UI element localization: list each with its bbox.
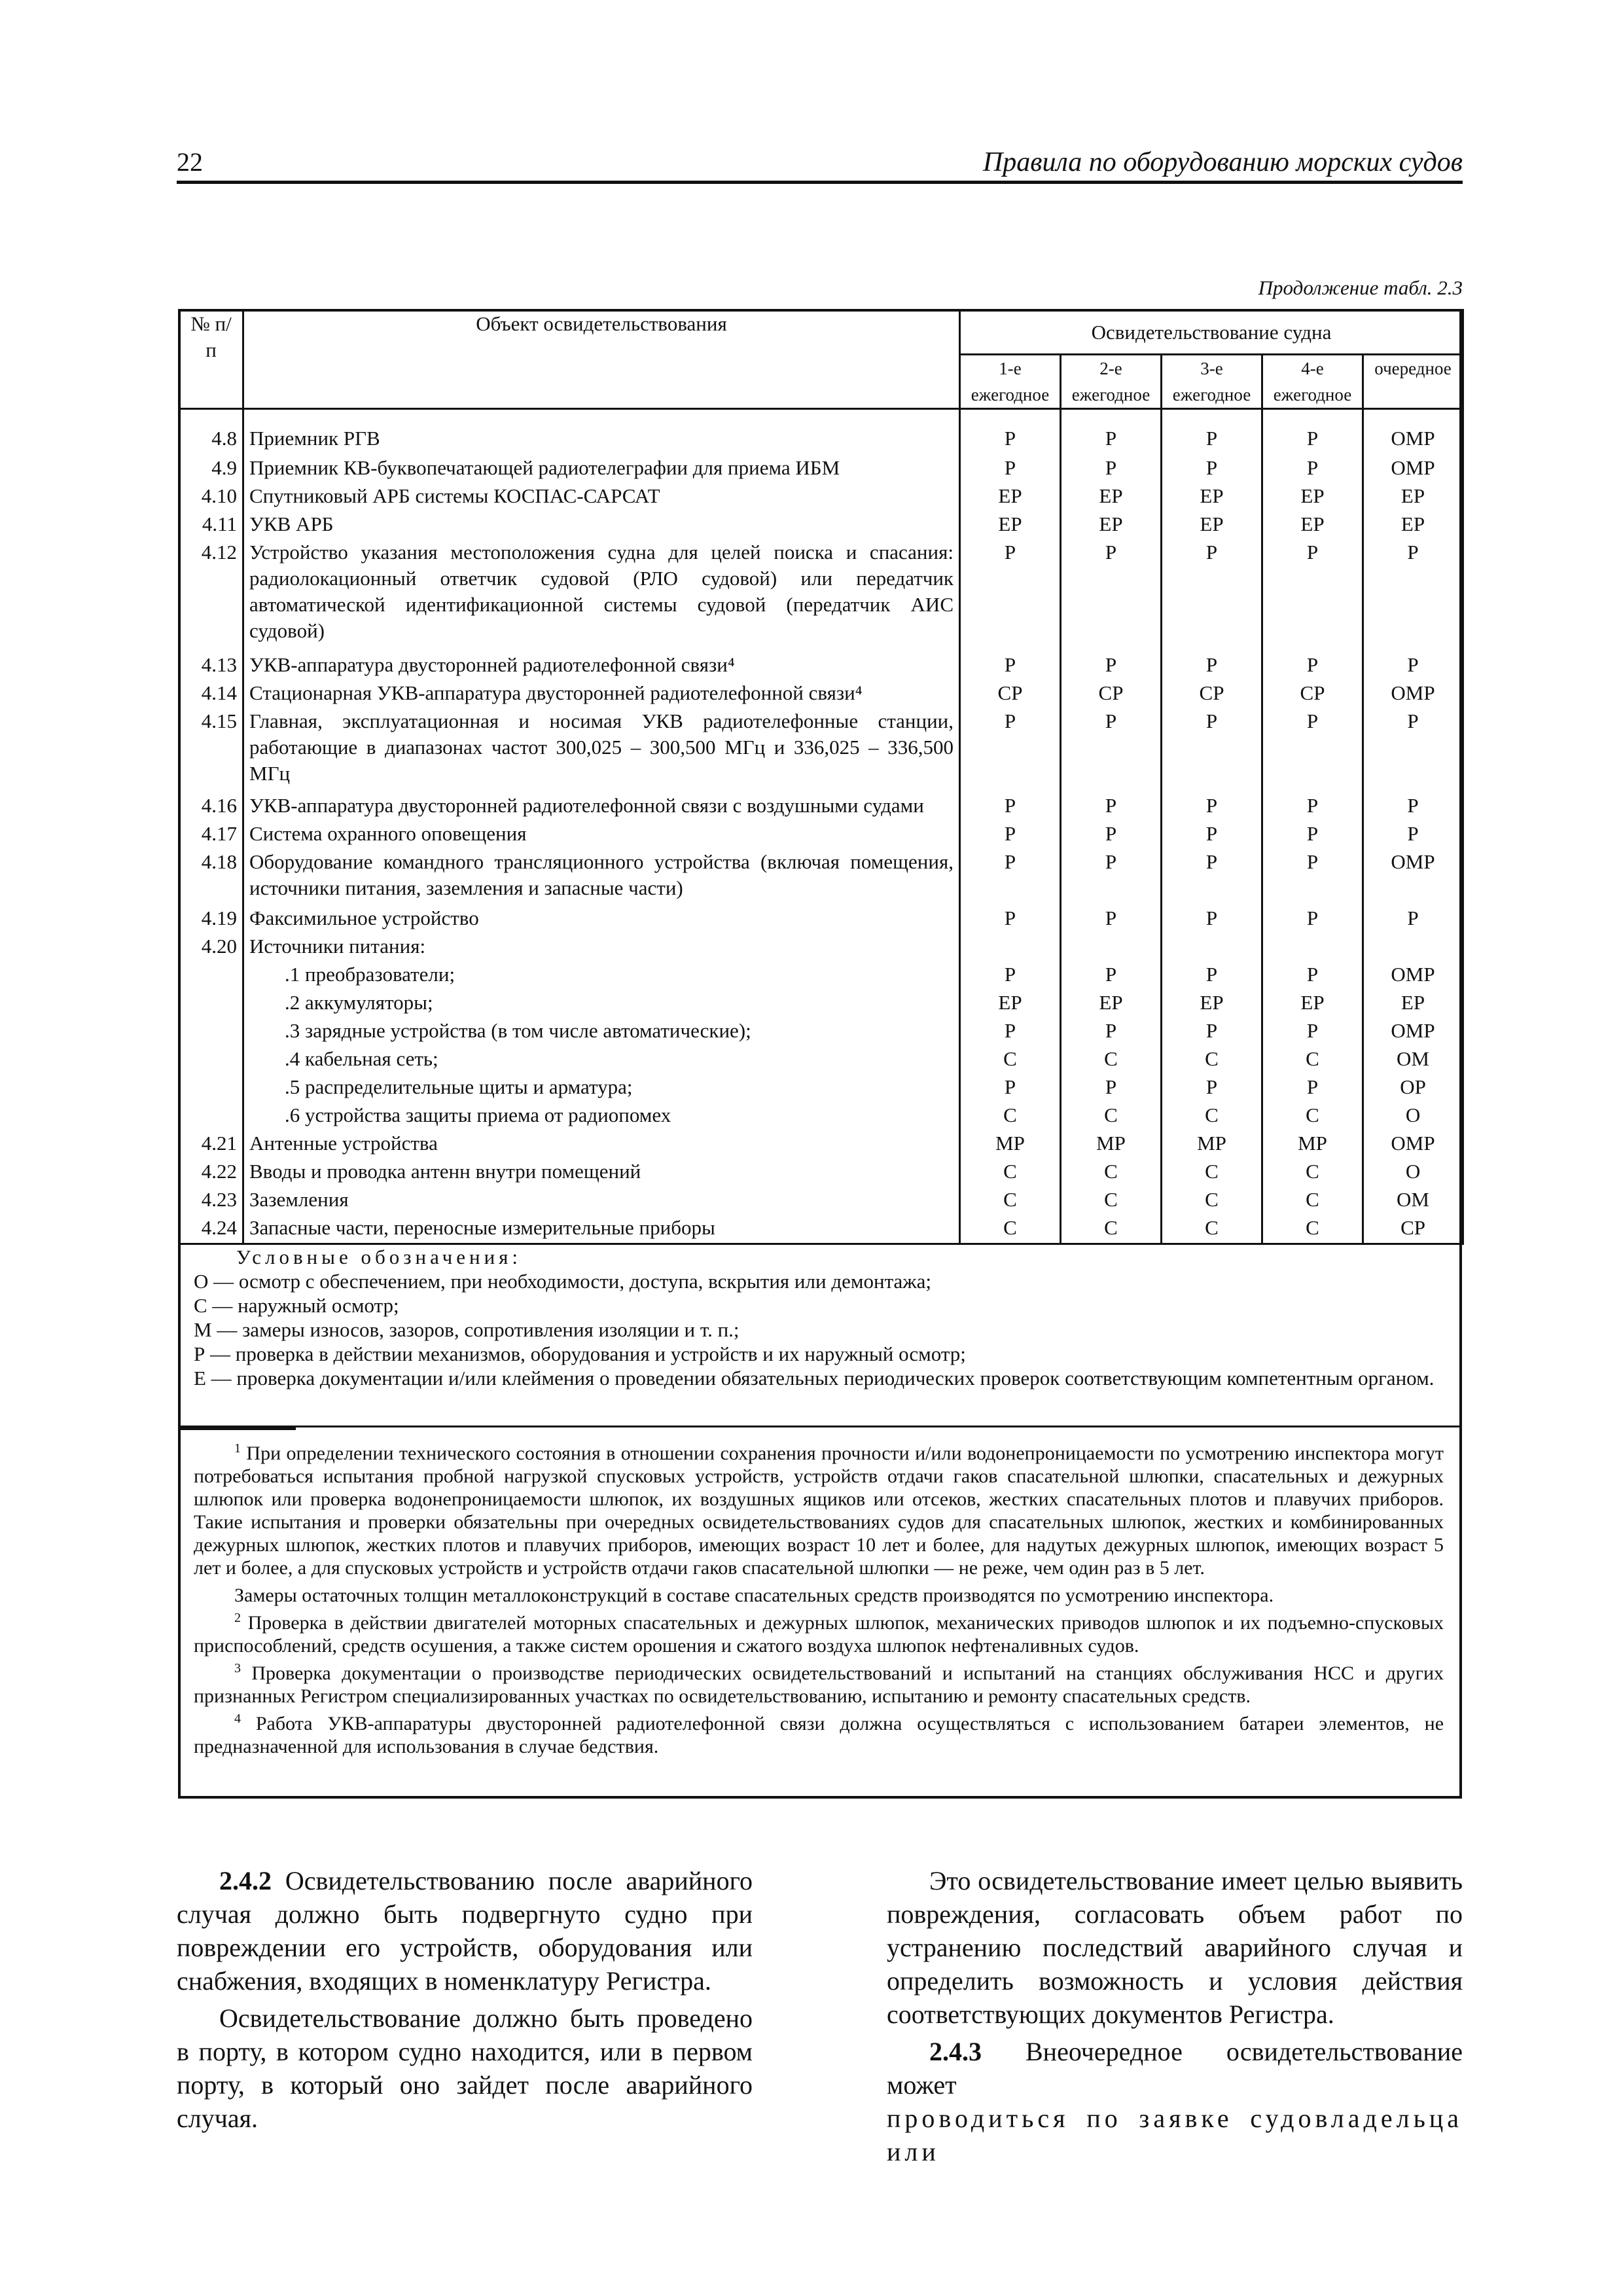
row-number: [179, 990, 243, 1018]
col-survey-header: Освидетельствование судна: [960, 310, 1463, 355]
row-value: ОМР: [1363, 849, 1463, 905]
row-value: Р: [960, 849, 1061, 905]
row-value: Р: [1162, 708, 1262, 793]
row-value: ОМР: [1363, 455, 1463, 483]
row-value: Р: [1262, 652, 1363, 680]
table-row: [179, 1046, 1463, 1074]
row-value: Р: [1262, 539, 1363, 652]
table-row: [179, 708, 1463, 793]
row-value: ЕР: [1162, 511, 1262, 539]
table-row: [179, 680, 1463, 708]
row-object: Оборудование командного трансляционного устройства (включая помещения, источники питания, заземления и запасные части): [243, 849, 960, 905]
row-object: Антенные устройства: [243, 1130, 960, 1158]
row-number: [179, 1046, 243, 1074]
col-object-header: Объект освидетельствования: [243, 310, 960, 409]
row-number: 4.10: [179, 483, 243, 511]
row-value: С: [960, 1158, 1061, 1187]
table-row: [179, 483, 1463, 511]
row-number: 4.11: [179, 511, 243, 539]
row-number: [179, 1102, 243, 1130]
row-value: ОР: [1363, 1074, 1463, 1102]
row-value: Р: [1061, 849, 1162, 905]
row-value: Р: [1162, 652, 1262, 680]
row-value: С: [1061, 1215, 1162, 1243]
table-row: [179, 455, 1463, 483]
row-value: ОМ: [1363, 1187, 1463, 1215]
row-value: Р: [960, 539, 1061, 652]
row-value: Р: [1061, 708, 1162, 793]
row-value: МР: [960, 1130, 1061, 1158]
row-number: [179, 961, 243, 990]
clause-number: 2.4.3: [929, 2037, 982, 2066]
row-number: 4.12: [179, 539, 243, 652]
row-value: Р: [960, 1018, 1061, 1046]
row-value: ОМР: [1363, 409, 1463, 455]
clause-number: 2.4.2: [219, 1866, 272, 1895]
row-object: .6 устройства защиты приема от радиопомех: [243, 1102, 960, 1130]
row-value: Р: [960, 455, 1061, 483]
row-value: С: [1162, 1158, 1262, 1187]
row-value: С: [960, 1102, 1061, 1130]
row-value: ЕР: [1061, 990, 1162, 1018]
row-value: Р: [1061, 821, 1162, 849]
row-value: Р: [1363, 708, 1463, 793]
row-object: Вводы и проводка антенн внутри помещений: [243, 1158, 960, 1187]
row-value: Р: [1363, 539, 1463, 652]
row-object: Главная, эксплуатационная и носимая УКВ радиотелефонные станции, работающие в диапазонах частот 300,025 – 300,500 МГц и 336,025 – 336,500 МГц: [243, 708, 960, 793]
row-value: Р: [1162, 1018, 1262, 1046]
table-row: [179, 933, 1463, 961]
row-value: С: [960, 1046, 1061, 1074]
row-object: .2 аккумуляторы;: [243, 990, 960, 1018]
row-value: Р: [960, 793, 1061, 821]
row-value: Р: [1162, 409, 1262, 455]
row-number: 4.8: [179, 409, 243, 455]
row-value: ЕР: [1262, 511, 1363, 539]
body-paragraph: [887, 2035, 1463, 2102]
row-value: ЕР: [1363, 483, 1463, 511]
row-value: ЕР: [960, 483, 1061, 511]
row-value: Р: [1061, 793, 1162, 821]
row-value: Р: [1262, 1018, 1363, 1046]
row-number: [179, 1018, 243, 1046]
row-object: Запасные части, переносные измерительные приборы: [243, 1215, 960, 1243]
row-value: Р: [1262, 409, 1363, 455]
footnote: [194, 1708, 1444, 1758]
table-row: [179, 1187, 1463, 1215]
paragraph-text: Освидетельствованию после аварийного случая должно быть подвергнуто судно при повреждении его устройств, оборудования или снабжения, входящих в номенклатуру Регистра.: [177, 1866, 753, 1996]
footnote-text: При определении технического состояния в отношении сохранения прочности и/или водонепроницаемости по усмотрению инспектора могут потребоваться испытания пробной нагрузкой спусковых устройств, устройств отдачи гаков спасательной шлюпки, спасательных и дежурных шлюпок или проверка водонепроницаемости шлюпок, их воздушных ящиков или отсеков, жестких спасательных плотов и плавучих приборов. Такие испытания и проверки обязательны при очередных освидетельствованиях судов для спасательных шлюпок, жестких и комбинированных дежурных шлюпок, жестких плотов и плавучих приборов, имеющих возраст 10 лет и более, для надутых дежурных шлюпок, имеющих возраст 5 лет и более, а для спусковых устройств и устройств отдачи гаков спасательной шлюпки — не реже, чем один раз в 5 лет.: [194, 1443, 1444, 1579]
row-object: Устройство указания местоположения судна для целей поиска и спасания: радиолокационный ответчик судовой (РЛО судовой) или передатчик автоматической идентификационной системы судовой (передатчик АИС судовой): [243, 539, 960, 652]
row-value: СР: [1162, 680, 1262, 708]
row-value: С: [1262, 1046, 1363, 1074]
row-object: Источники питания:: [243, 933, 960, 961]
row-value: Р: [960, 1074, 1061, 1102]
footnote-mark: 2: [234, 1611, 241, 1625]
row-value: С: [1162, 1187, 1262, 1215]
row-value: Р: [1262, 455, 1363, 483]
row-value: Р: [1061, 652, 1162, 680]
row-object: УКВ-аппаратура двусторонней радиотелефонной связи с воздушными судами: [243, 793, 960, 821]
page-header: [177, 144, 1463, 184]
footnote-mark: 1: [234, 1441, 241, 1456]
legend-item: О — осмотр с обеспечением, при необходимости, доступа, вскрытия или демонтажа;: [194, 1270, 932, 1293]
row-object: Приемник КВ-буквопечатающей радиотелеграфии для приема ИБМ: [243, 455, 960, 483]
footnote-text: Проверка документации о производстве периодических освидетельствований и испытаний на станциях обслуживания НСС и других признанных Регистром специализированных участках по освидетельствованию, испытанию и ремонту спасательных средств.: [194, 1662, 1444, 1707]
footnote: [194, 1579, 1444, 1607]
footnote-mark: 4: [234, 1712, 241, 1726]
row-object: Факсимильное устройство: [243, 905, 960, 933]
table-row: [179, 1102, 1463, 1130]
row-value: С: [1162, 1102, 1262, 1130]
row-value: Р: [1162, 905, 1262, 933]
table-row: [179, 652, 1463, 680]
row-value: СР: [1262, 680, 1363, 708]
row-value: СР: [960, 680, 1061, 708]
row-value: Р: [1162, 1074, 1262, 1102]
row-value: Р: [1162, 821, 1262, 849]
row-value: С: [1162, 1046, 1262, 1074]
row-value: МР: [1061, 1130, 1162, 1158]
row-value: Р: [1363, 821, 1463, 849]
row-value: С: [1061, 1187, 1162, 1215]
row-object: УКВ АРБ: [243, 511, 960, 539]
row-number: [179, 1074, 243, 1102]
row-value: ЕР: [1061, 511, 1162, 539]
table-row: [179, 511, 1463, 539]
row-value: Р: [1061, 1074, 1162, 1102]
row-value: [1262, 933, 1363, 961]
footnote-text: Проверка в действии двигателей моторных спасательных и дежурных шлюпок, механических приводов шлюпок и их подъемно-спусковых приспособлений, средств осушения, а также систем орошения и сжатого воздуха шлюпок нефтеналивных судов.: [194, 1612, 1444, 1657]
row-value: О: [1363, 1102, 1463, 1130]
row-value: Р: [1262, 961, 1363, 990]
running-title: Правила по оборудованию морских судов: [982, 147, 1463, 177]
row-value: Р: [1363, 652, 1463, 680]
paragraph-text: Освидетельствование должно быть проведено в порту, в котором судно находится, или в первом порту, в который оно зайдет после аварийного случая.: [177, 2003, 753, 2133]
row-value: Р: [1162, 793, 1262, 821]
row-value: ЕР: [1061, 483, 1162, 511]
row-value: Р: [1162, 849, 1262, 905]
row-value: С: [1262, 1215, 1363, 1243]
row-value: Р: [1262, 708, 1363, 793]
row-value: Р: [1061, 455, 1162, 483]
table-row: [179, 1158, 1463, 1187]
survey-table: [178, 309, 1464, 1245]
body-paragraph: [887, 1864, 1463, 2031]
row-value: Р: [1061, 539, 1162, 652]
body-column-left: [177, 1864, 753, 2139]
legend-item: Р — проверка в действии механизмов, оборудования и устройств и их наружный осмотр;: [194, 1342, 966, 1365]
table-row: [179, 990, 1463, 1018]
row-number: 4.16: [179, 793, 243, 821]
row-number: 4.14: [179, 680, 243, 708]
sub-col-header: 3-е ежегодное: [1162, 355, 1262, 409]
table-row: [179, 1074, 1463, 1102]
row-object: УКВ-аппаратура двусторонней радиотелефонной связи⁴: [243, 652, 960, 680]
row-value: ЕР: [1363, 511, 1463, 539]
table-row: [179, 849, 1463, 905]
row-value: Р: [1262, 821, 1363, 849]
table-row: [179, 961, 1463, 990]
footnote-text: Замеры остаточных толщин металлоконструкций в составе спасательных средств производятся по усмотрению инспектора.: [234, 1585, 1274, 1606]
footnotes: [194, 1437, 1444, 1758]
legend-item: М — замеры износов, зазоров, сопротивления изоляции и т. п.;: [194, 1318, 740, 1341]
row-value: Р: [1262, 793, 1363, 821]
table-row: [179, 821, 1463, 849]
row-number: 4.21: [179, 1130, 243, 1158]
table-row: [179, 793, 1463, 821]
row-number: 4.13: [179, 652, 243, 680]
row-value: Р: [1363, 905, 1463, 933]
row-value: ЕР: [1162, 483, 1262, 511]
row-value: [960, 933, 1061, 961]
footnote: [194, 1437, 1444, 1579]
row-number: 4.18: [179, 849, 243, 905]
row-value: Р: [1061, 961, 1162, 990]
page-number: 22: [177, 147, 203, 177]
row-number: 4.15: [179, 708, 243, 793]
row-number: 4.24: [179, 1215, 243, 1243]
row-value: Р: [960, 708, 1061, 793]
row-value: Р: [1262, 905, 1363, 933]
row-number: 4.19: [179, 905, 243, 933]
footnote: [194, 1657, 1444, 1708]
table-row: [179, 1215, 1463, 1243]
body-column-right: [887, 1864, 1463, 2172]
row-value: С: [960, 1215, 1061, 1243]
row-value: Р: [1061, 1018, 1162, 1046]
row-number: 4.17: [179, 821, 243, 849]
row-object: Система охранного оповещения: [243, 821, 960, 849]
row-value: Р: [960, 652, 1061, 680]
legend-item: С — наружный осмотр;: [194, 1294, 399, 1317]
table-row: [179, 409, 1463, 455]
table-row: [179, 1018, 1463, 1046]
row-object: Приемник РГВ: [243, 409, 960, 455]
row-value: Р: [1162, 455, 1262, 483]
row-value: ОМР: [1363, 680, 1463, 708]
row-object: .1 преобразователи;: [243, 961, 960, 990]
row-number: 4.23: [179, 1187, 243, 1215]
row-value: [1061, 933, 1162, 961]
row-value: Р: [960, 821, 1061, 849]
row-value: ОМР: [1363, 1018, 1463, 1046]
row-value: Р: [1162, 961, 1262, 990]
legend-title: Условные обозначения:: [236, 1246, 522, 1268]
row-value: [1363, 933, 1463, 961]
body-paragraph: [887, 2102, 1463, 2168]
row-value: Р: [1262, 1074, 1363, 1102]
row-value: ОМР: [1363, 961, 1463, 990]
row-value: ЕР: [960, 511, 1061, 539]
row-value: С: [1262, 1187, 1363, 1215]
row-value: МР: [1162, 1130, 1262, 1158]
row-value: Р: [960, 409, 1061, 455]
paragraph-text: проводиться по заявке судовладельца или: [887, 2104, 1463, 2166]
body-paragraph: [177, 2001, 753, 2135]
row-number: 4.20: [179, 933, 243, 961]
footnote: [194, 1607, 1444, 1657]
table-row: [179, 905, 1463, 933]
row-value: ОМ: [1363, 1046, 1463, 1074]
row-value: МР: [1262, 1130, 1363, 1158]
notes-divider-short: [178, 1427, 296, 1430]
row-value: С: [1061, 1158, 1162, 1187]
row-value: ЕР: [1363, 990, 1463, 1018]
paragraph-text: Внеочередное освидетельствование может: [887, 2037, 1463, 2100]
sub-col-header: 1-е ежегодное: [960, 355, 1061, 409]
row-value: Р: [1162, 539, 1262, 652]
paragraph-text: Это освидетельствование имеет целью выявить повреждения, согласовать объем работ по устранению последствий аварийного случая и определить возможность и условия действия соответствующих документов Регистра.: [887, 1866, 1463, 2029]
row-number: 4.22: [179, 1158, 243, 1187]
legend-item: Е — проверка документации и/или клеймения о проведении обязательных периодических проверок соответствующим компетентным органом.: [194, 1367, 1435, 1390]
row-value: ЕР: [1162, 990, 1262, 1018]
row-value: С: [1061, 1102, 1162, 1130]
row-object: .3 зарядные устройства (в том числе автоматические);: [243, 1018, 960, 1046]
row-value: СР: [1363, 1215, 1463, 1243]
row-value: Р: [960, 905, 1061, 933]
row-value: ОМР: [1363, 1130, 1463, 1158]
row-value: ЕР: [960, 990, 1061, 1018]
notes-divider: [178, 1426, 1462, 1427]
row-value: ЕР: [1262, 990, 1363, 1018]
sub-col-header: 4-е ежегодное: [1262, 355, 1363, 409]
row-object: Стационарная УКВ-аппаратура двусторонней радиотелефонной связи⁴: [243, 680, 960, 708]
row-object: .5 распределительные щиты и арматура;: [243, 1074, 960, 1102]
table-row: [179, 539, 1463, 652]
legend: [194, 1245, 1444, 1390]
row-value: С: [1061, 1046, 1162, 1074]
sub-col-header: 2-е ежегодное: [1061, 355, 1162, 409]
row-value: О: [1363, 1158, 1463, 1187]
footnote-text: Работа УКВ-аппаратуры двусторонней радиотелефонной связи должна осуществляться с использованием батареи элементов, не предназначенной для использования в случае бедствия.: [194, 1713, 1444, 1757]
row-value: Р: [1363, 793, 1463, 821]
sub-col-header: очередное: [1363, 355, 1463, 409]
body-paragraph: [177, 1864, 753, 1998]
row-number: 4.9: [179, 455, 243, 483]
row-value: Р: [1061, 409, 1162, 455]
table-row: [179, 1130, 1463, 1158]
row-value: Р: [960, 961, 1061, 990]
row-value: Р: [1061, 905, 1162, 933]
table-continuation-label: Продолжение табл. 2.3: [1258, 276, 1463, 299]
row-value: С: [1262, 1102, 1363, 1130]
col-number-header: № п/п: [179, 310, 243, 409]
row-value: ЕР: [1262, 483, 1363, 511]
row-object: Спутниковый АРБ системы КОСПАС-САРСАТ: [243, 483, 960, 511]
row-object: .4 кабельная сеть;: [243, 1046, 960, 1074]
row-value: Р: [1262, 849, 1363, 905]
row-value: С: [1262, 1158, 1363, 1187]
row-value: СР: [1061, 680, 1162, 708]
row-value: [1162, 933, 1262, 961]
row-value: С: [960, 1187, 1061, 1215]
footnote-mark: 3: [234, 1661, 241, 1676]
row-value: С: [1162, 1215, 1262, 1243]
row-object: Заземления: [243, 1187, 960, 1215]
